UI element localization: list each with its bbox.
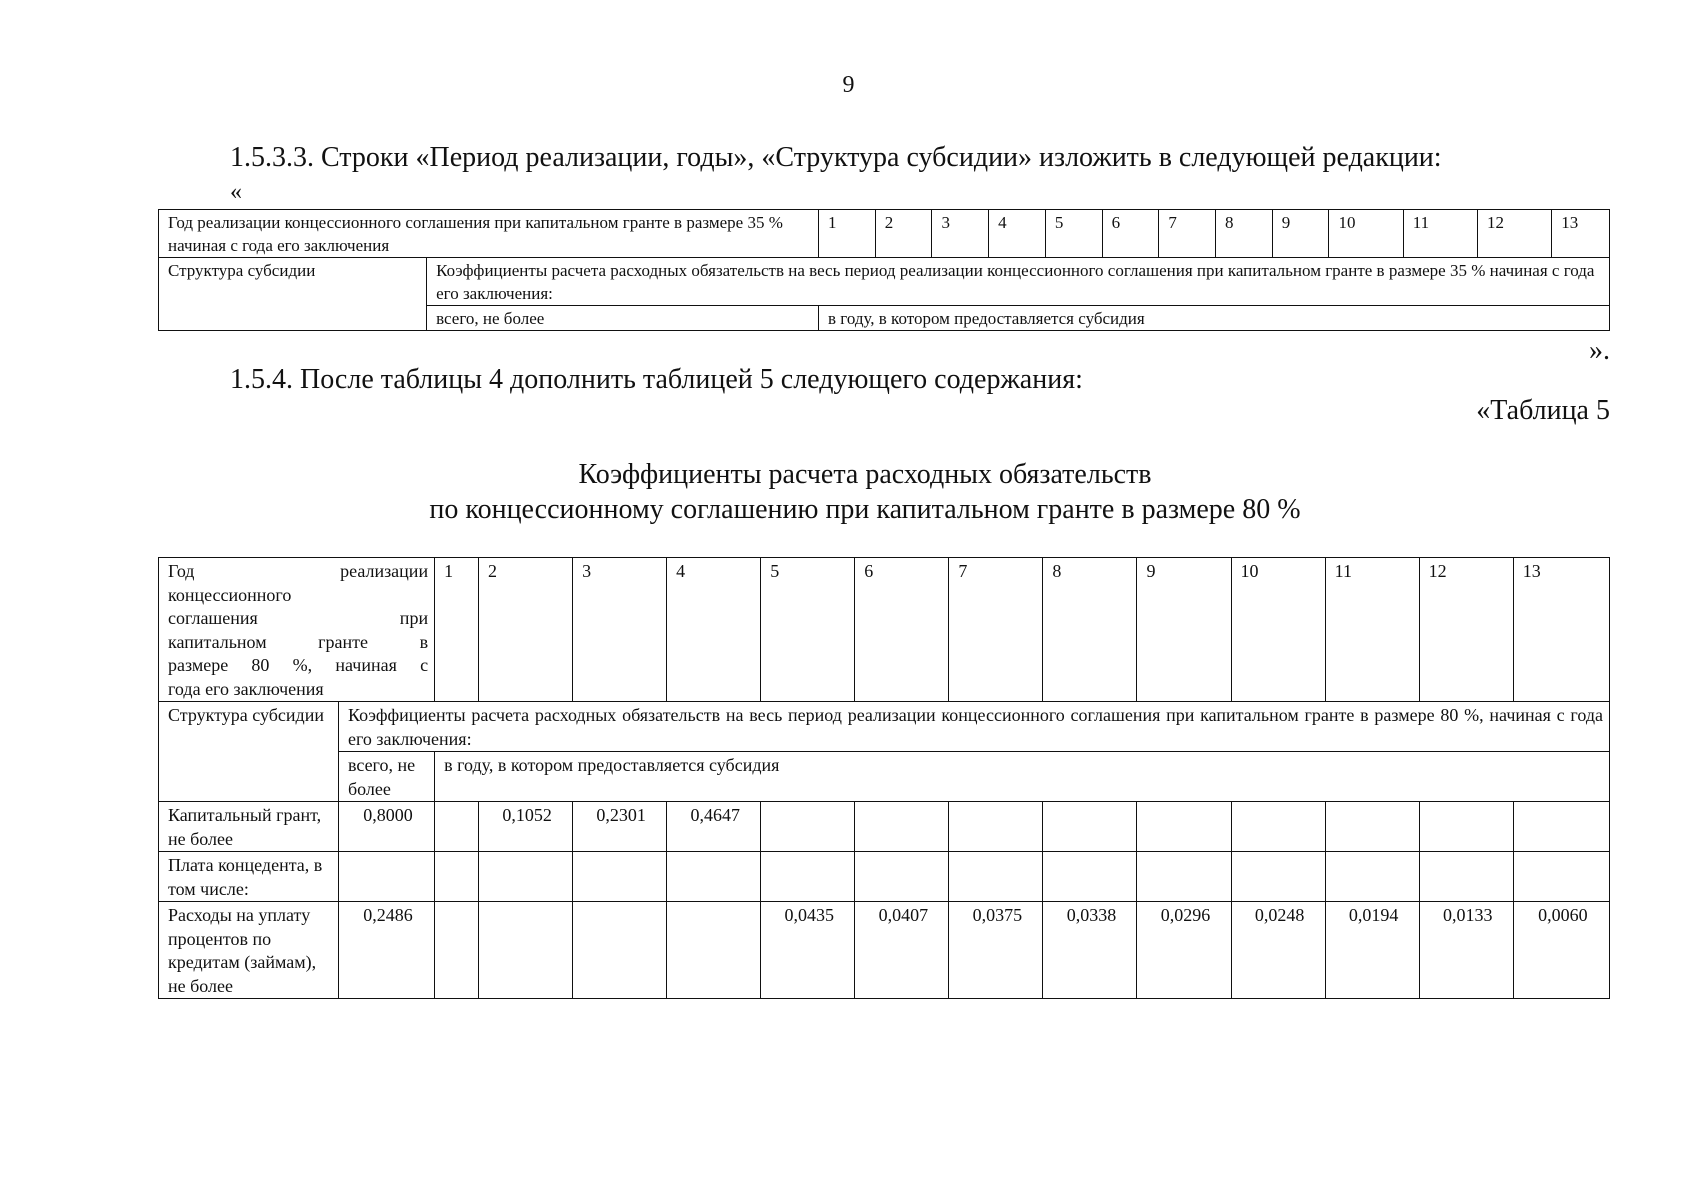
value-cell: 0,0296 xyxy=(1137,902,1231,999)
value-cell xyxy=(1043,852,1137,902)
year-cell: 4 xyxy=(989,210,1046,258)
structure-label-cell: Структура субсидии xyxy=(159,258,427,331)
value-cell: 0,0060 xyxy=(1513,902,1609,999)
year-header-line: Год реализации xyxy=(168,561,429,581)
year-cell: 3 xyxy=(573,558,667,702)
value-cell: 0,4647 xyxy=(667,802,761,852)
value-cell xyxy=(855,852,949,902)
value-cell xyxy=(479,852,573,902)
value-cell xyxy=(949,802,1043,852)
closing-quote: ». xyxy=(1589,335,1610,366)
total-label-cell: всего, не более xyxy=(338,752,434,802)
value-cell xyxy=(573,852,667,902)
value-cell: 0,0375 xyxy=(949,902,1043,999)
table-a-year-row xyxy=(159,210,1610,258)
year-cell: 2 xyxy=(875,210,932,258)
value-cell xyxy=(1231,852,1325,902)
value-cell xyxy=(479,902,573,999)
value-cell xyxy=(761,852,855,902)
year-cell: 1 xyxy=(435,558,479,702)
value-cell xyxy=(1043,802,1137,852)
page-number: 9 xyxy=(842,72,855,98)
value-cell xyxy=(949,852,1043,902)
year-header-line: размере 80 %, начиная с xyxy=(168,655,429,675)
value-cell xyxy=(761,802,855,852)
value-cell: 0,0133 xyxy=(1419,902,1513,999)
year-header-line: концессионного xyxy=(168,584,292,605)
table-b-subheader-row xyxy=(159,752,1610,802)
value-cell xyxy=(435,802,479,852)
table-title-line-2: по концессионному соглашению при капитальном гранте в размере 80 % xyxy=(429,494,1301,525)
value-cell xyxy=(1513,852,1609,902)
value-cell xyxy=(573,902,667,999)
value-cell xyxy=(855,802,949,852)
value-cell xyxy=(1419,802,1513,852)
paragraph-1-5-4: 1.5.4. После таблицы 4 дополнить таблицей 5 следующего содержания: xyxy=(230,364,1083,395)
row-label-cell: Капитальный грант, не более xyxy=(159,802,339,852)
total-label-cell: всего, не более xyxy=(427,306,819,331)
value-cell xyxy=(1137,852,1231,902)
year-label-cell: в году, в котором предоставляется субсидия xyxy=(819,306,1610,331)
paragraph-1-5-3-3: 1.5.3.3. Строки «Период реализации, годы», «Структура субсидии» изложить в следующей редакции: xyxy=(230,142,1442,173)
table-title-line-1: Коэффициенты расчета расходных обязательств xyxy=(578,459,1152,490)
table-row xyxy=(159,852,1610,902)
row-total-cell: 0,8000 xyxy=(338,802,434,852)
row-total-cell xyxy=(338,852,434,902)
year-cell: 7 xyxy=(1159,210,1216,258)
year-cell: 5 xyxy=(761,558,855,702)
value-cell xyxy=(1513,802,1609,852)
year-cell: 9 xyxy=(1272,210,1329,258)
value-cell xyxy=(435,852,479,902)
year-cell: 4 xyxy=(667,558,761,702)
year-cell: 10 xyxy=(1231,558,1325,702)
value-cell xyxy=(1137,802,1231,852)
year-cell: 11 xyxy=(1403,210,1477,258)
year-cell: 13 xyxy=(1552,210,1610,258)
row-label-cell: Расходы на уплату процентов по кредитам (займам), не более xyxy=(159,902,339,999)
year-cell: 6 xyxy=(855,558,949,702)
value-cell: 0,0435 xyxy=(761,902,855,999)
value-cell xyxy=(1419,852,1513,902)
value-cell xyxy=(435,902,479,999)
table-b-coef-row xyxy=(159,702,1610,752)
value-cell: 0,1052 xyxy=(479,802,573,852)
coef-header-cell: Коэффициенты расчета расходных обязательств на весь период реализации концессионного соглашения при капитальном гранте в размере 80 %, начиная с года его заключения: xyxy=(338,702,1609,752)
value-cell: 0,0248 xyxy=(1231,902,1325,999)
year-header-line: соглашения при xyxy=(168,608,429,628)
structure-label-cell: Структура субсидии xyxy=(159,702,339,802)
year-header-line: капитальном гранте в xyxy=(168,631,429,652)
opening-quote: « xyxy=(230,179,242,205)
year-cell: 2 xyxy=(479,558,573,702)
year-cell: 8 xyxy=(1043,558,1137,702)
table-b-year-row xyxy=(159,558,1610,702)
value-cell xyxy=(667,902,761,999)
value-cell xyxy=(1325,852,1419,902)
year-cell: 5 xyxy=(1045,210,1102,258)
year-header-cell: Год реализации концессионного соглашения при капитальном гранте в размере 35 % начиная с года его заключения xyxy=(159,210,819,258)
table-5-label: «Таблица 5 xyxy=(1476,395,1610,426)
year-cell: 1 xyxy=(819,210,876,258)
table-5-coefficients-80 xyxy=(158,557,1610,999)
value-cell xyxy=(667,852,761,902)
year-cell: 11 xyxy=(1325,558,1419,702)
year-cell: 7 xyxy=(949,558,1043,702)
table-period-35 xyxy=(158,209,1610,331)
row-total-cell: 0,2486 xyxy=(338,902,434,999)
value-cell: 0,0407 xyxy=(855,902,949,999)
value-cell xyxy=(1231,802,1325,852)
value-cell xyxy=(1325,802,1419,852)
year-cell: 12 xyxy=(1419,558,1513,702)
value-cell: 0,0194 xyxy=(1325,902,1419,999)
value-cell: 0,0338 xyxy=(1043,902,1137,999)
year-cell: 9 xyxy=(1137,558,1231,702)
table-a-coef-row xyxy=(159,258,1610,306)
year-header-cell xyxy=(159,558,435,702)
value-cell: 0,2301 xyxy=(573,802,667,852)
coef-header-cell: Коэффициенты расчета расходных обязательств на весь период реализации концессионного соглашения при капитальном гранте в размере 35 % начиная с года его заключения: xyxy=(427,258,1610,306)
table-row xyxy=(159,902,1610,999)
table-row xyxy=(159,802,1610,852)
year-cell: 13 xyxy=(1513,558,1609,702)
year-label-cell: в году, в котором предоставляется субсидия xyxy=(435,752,1610,802)
year-cell: 3 xyxy=(932,210,989,258)
row-label-cell: Плата концедента, в том числе: xyxy=(159,852,339,902)
year-header-line: года его заключения xyxy=(168,678,324,699)
year-cell: 10 xyxy=(1329,210,1403,258)
year-cell: 8 xyxy=(1216,210,1273,258)
year-cell: 12 xyxy=(1477,210,1551,258)
year-cell: 6 xyxy=(1102,210,1159,258)
